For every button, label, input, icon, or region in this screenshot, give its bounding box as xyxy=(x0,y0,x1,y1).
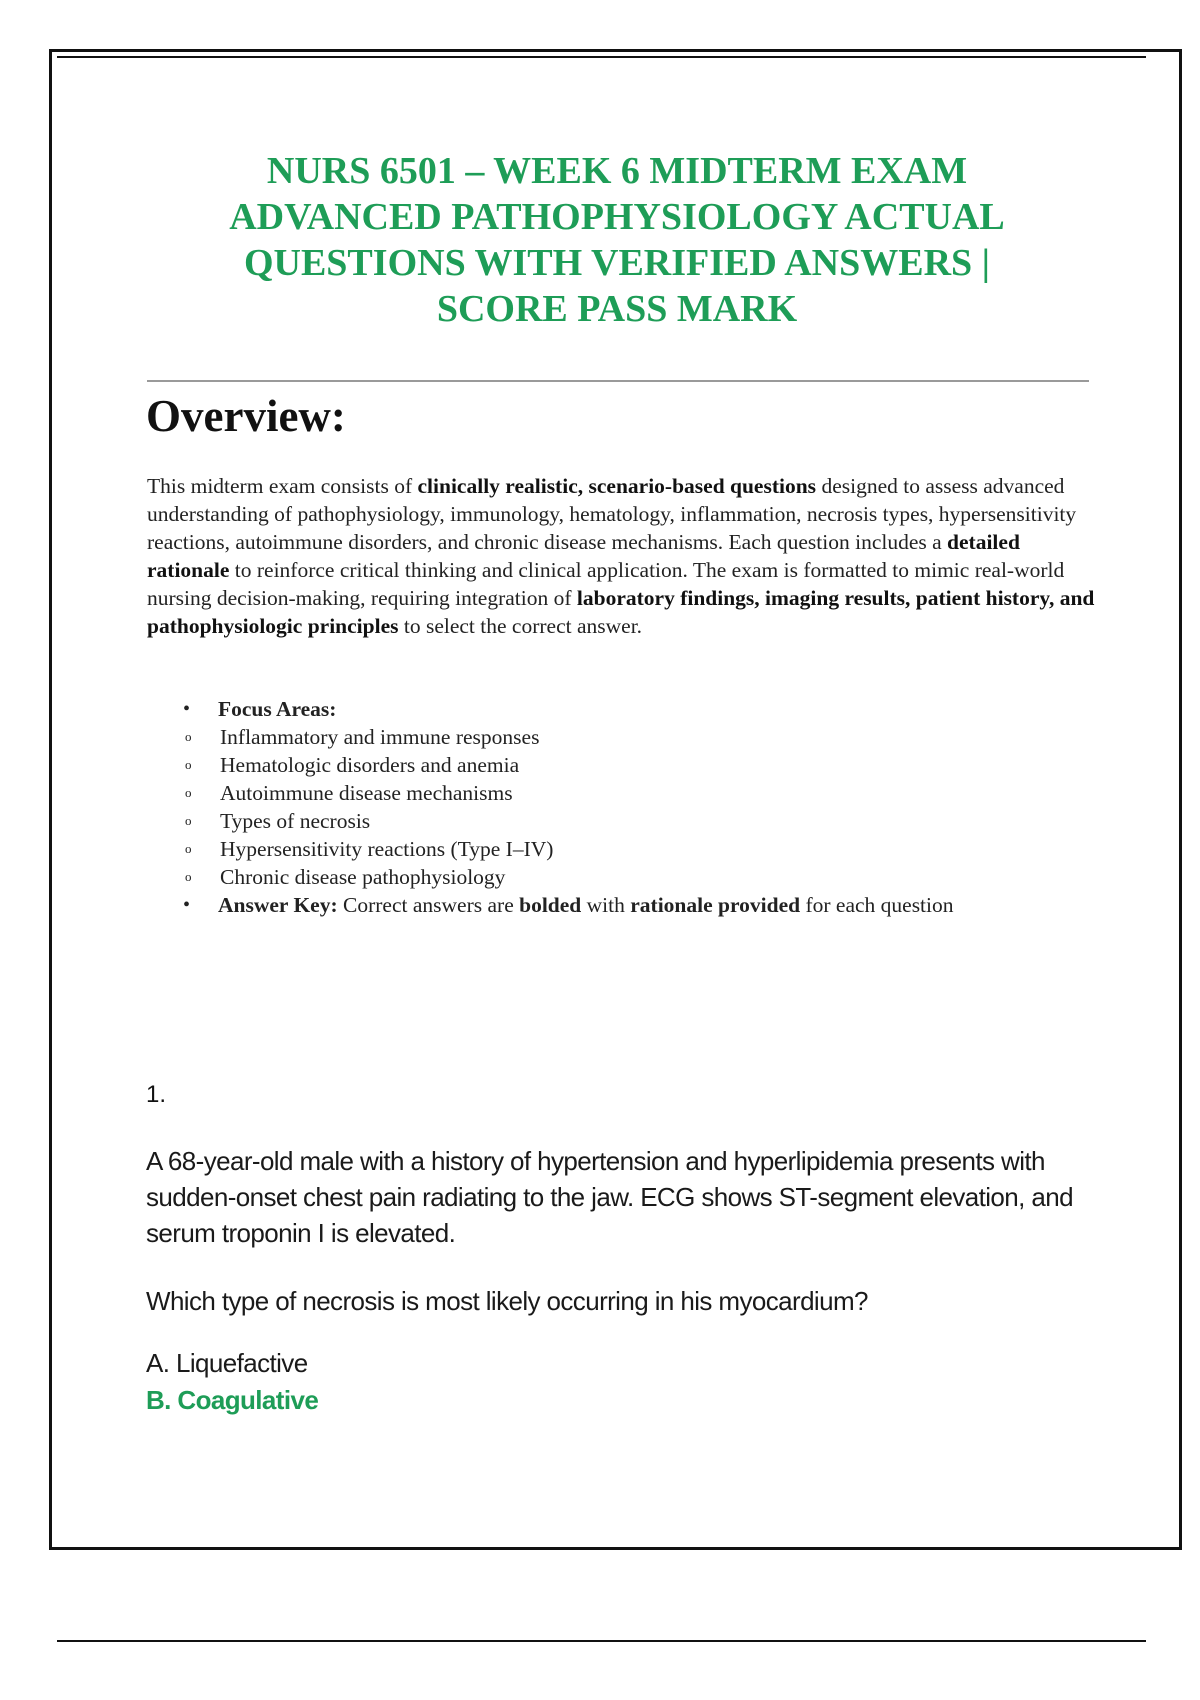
bottom-rule xyxy=(57,1640,1146,1642)
top-rule xyxy=(57,56,1146,58)
list-item xyxy=(147,723,1097,751)
circle-bullet-icon: o xyxy=(185,757,192,772)
answer-key-text-3: for each question xyxy=(800,893,954,917)
question-stem: A 68-year-old male with a history of hypertension and hyperlipidemia presents with sudden-onset chest pain radiating to the jaw. ECG shows ST-segment elevation, and serum troponin I is elevated. xyxy=(146,1146,1073,1248)
bullet-icon: • xyxy=(183,894,191,916)
overview-text-1: This midterm exam consists of xyxy=(147,474,418,498)
circle-bullet-icon: o xyxy=(185,813,192,828)
focus-sub-list xyxy=(147,723,1097,891)
focus-item-label: Hypersensitivity reactions (Type I–IV) xyxy=(220,837,554,861)
focus-item-label: Hematologic disorders and anemia xyxy=(220,753,520,777)
answer-options xyxy=(146,1345,318,1419)
title-divider xyxy=(147,380,1089,382)
list-item xyxy=(147,751,1097,779)
document-title xyxy=(147,148,1087,332)
overview-paragraph xyxy=(147,472,1097,640)
focus-areas-item xyxy=(147,695,1097,723)
title-line-4: SCORE PASS MARK xyxy=(436,288,798,330)
circle-bullet-icon: o xyxy=(185,869,192,884)
question-prompt: Which type of necrosis is most likely occurring in his myocardium? xyxy=(146,1286,868,1316)
answer-key-bold-1: bolded xyxy=(519,893,582,917)
bullet-icon: • xyxy=(183,698,191,720)
focus-sub-container xyxy=(147,723,1097,891)
answer-key-text-2: with xyxy=(581,893,631,917)
circle-bullet-icon: o xyxy=(185,841,192,856)
answer-key-item xyxy=(147,891,1097,919)
circle-bullet-icon: o xyxy=(185,729,192,744)
overview-text-3: to reinforce critical thinking and clinical application. The exam is formatted to mimic real-world nursing decision-making, requiring integration of xyxy=(147,558,1065,610)
overview-text-4: to select the correct answer. xyxy=(398,614,643,638)
question-number: 1. xyxy=(146,1081,167,1108)
overview-heading: Overview: xyxy=(146,391,346,441)
list-item xyxy=(147,807,1097,835)
focus-list xyxy=(147,695,1097,919)
focus-item-label: Chronic disease pathophysiology xyxy=(220,865,506,889)
overview-bold-2: detailed rationale xyxy=(147,530,1020,582)
focus-areas-label: Focus Areas: xyxy=(218,697,337,721)
focus-item-label: Inflammatory and immune responses xyxy=(220,725,540,749)
overview-text-2: designed to assess advanced understanding of pathophysiology, immunology, hematology, inflammation, necrosis types, hypersensitivity reactions, autoimmune disorders, and chronic disease mechanisms. Each question includes a xyxy=(147,474,1077,554)
focus-item-label: Autoimmune disease mechanisms xyxy=(220,781,513,805)
title-line-1: NURS 6501 – WEEK 6 MIDTERM EXAM xyxy=(266,150,968,192)
title-line-3: QUESTIONS WITH VERIFIED ANSWERS | xyxy=(243,242,991,284)
list-item xyxy=(147,835,1097,863)
answer-key-label: Answer Key: xyxy=(218,893,338,917)
overview-bold-3: laboratory findings, imaging results, patient history, and pathophysiologic principles xyxy=(147,586,1095,638)
answer-key-text-1: Correct answers are xyxy=(337,893,520,917)
list-item xyxy=(147,863,1097,891)
option-a: A. Liquefactive xyxy=(146,1348,308,1378)
title-line-2: ADVANCED PATHOPHYSIOLOGY ACTUAL xyxy=(229,196,1005,238)
focus-item-label: Types of necrosis xyxy=(220,809,371,833)
circle-bullet-icon: o xyxy=(185,785,192,800)
option-b-correct: B. Coagulative xyxy=(146,1385,319,1415)
overview-bold-1: clinically realistic, scenario-based questions xyxy=(417,474,817,498)
answer-key-bold-2: rationale provided xyxy=(630,893,801,917)
list-item xyxy=(147,779,1097,807)
